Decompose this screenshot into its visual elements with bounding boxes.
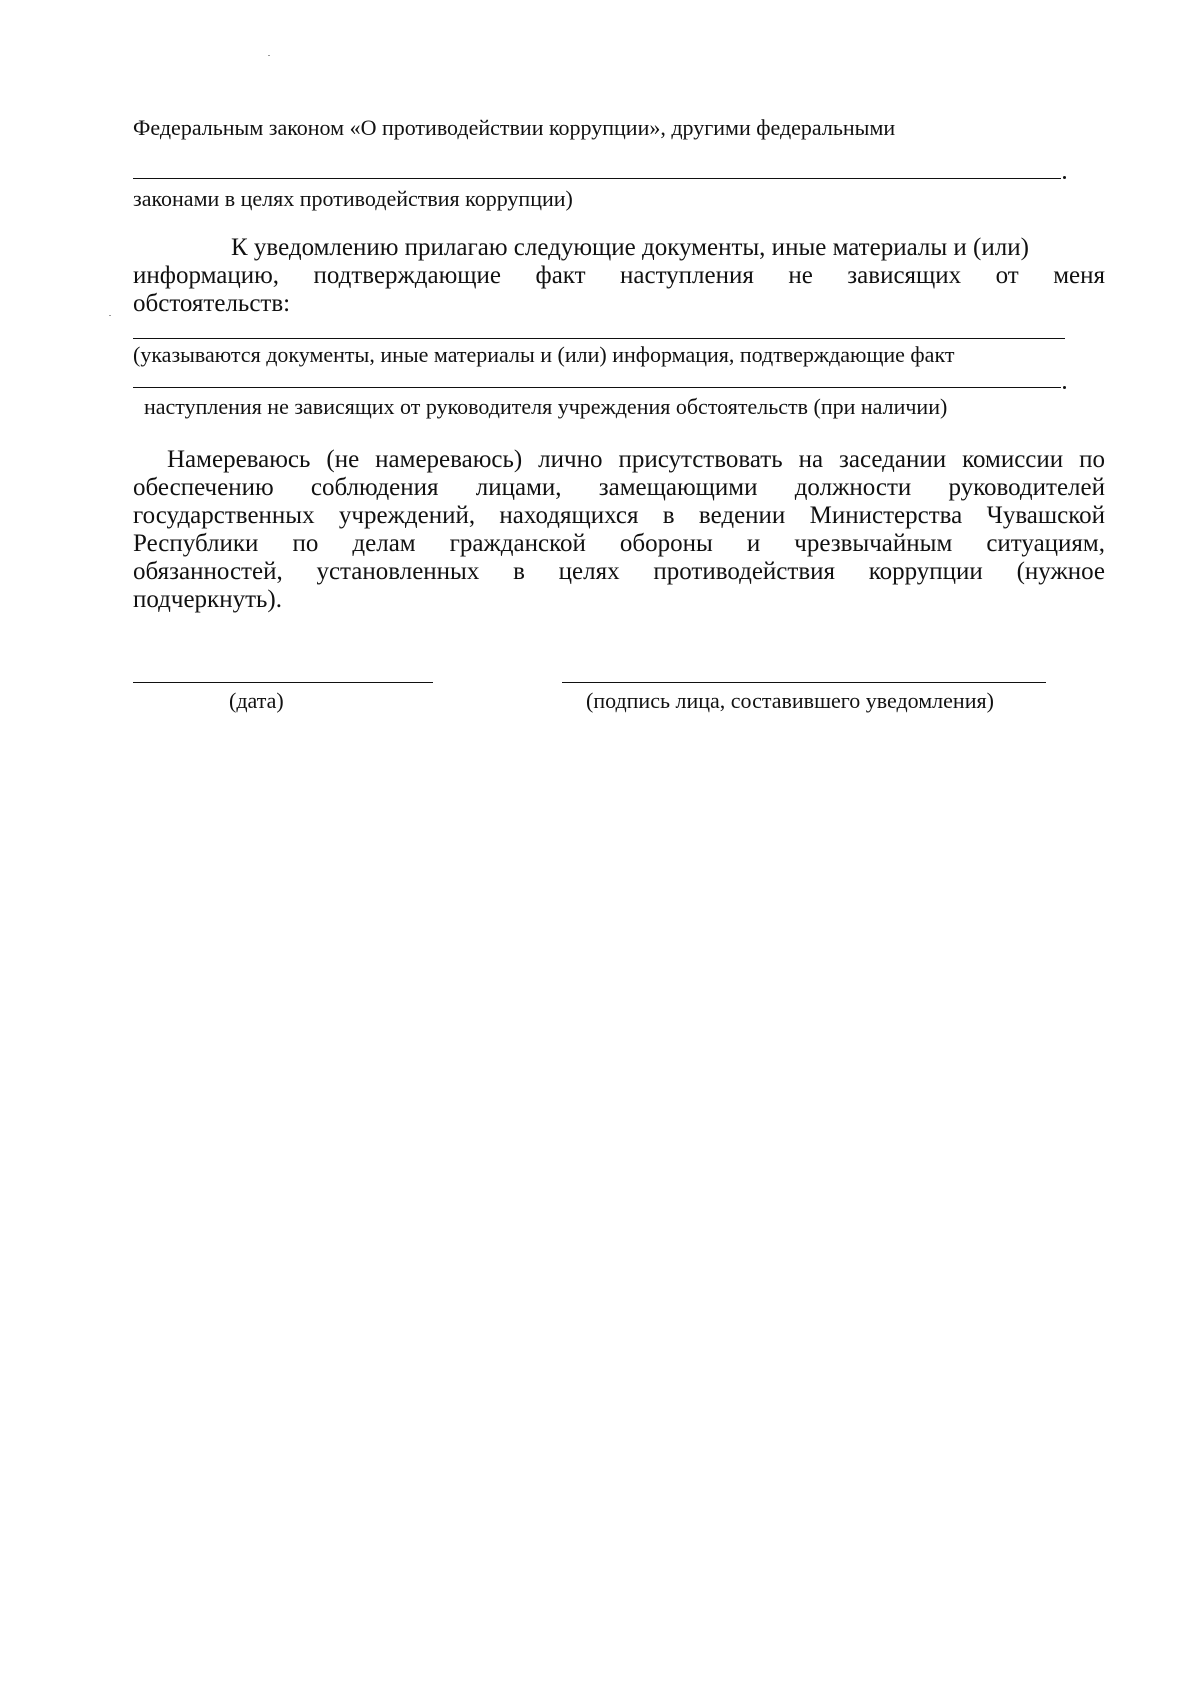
top-fill-line — [133, 178, 1061, 179]
intent-line-4: Республики по делам гражданской обороны и чрезвычайным ситуациям, — [133, 530, 1105, 557]
top-caption: законами в целях противодействия коррупции) — [133, 186, 573, 211]
signature-fill-line — [562, 682, 1046, 683]
scan-speck — [268, 55, 270, 56]
docs-caption-1: (указываются документы, иные материалы и (или) информация, подтверждающие факт — [133, 342, 955, 367]
top-fill-line-period — [1063, 176, 1066, 179]
docs-fill-line-2-period — [1063, 386, 1066, 389]
intent-line-6: подчеркнуть). — [133, 586, 282, 613]
intent-line-1: Намереваюсь (не намереваюсь) лично присутствовать на заседании комиссии по — [167, 446, 1105, 473]
attach-line-2: информацию, подтверждающие факт наступления не зависящих от меня — [133, 262, 1105, 289]
intent-line-3: государственных учреждений, находящихся в ведении Министерства Чувашской — [133, 502, 1105, 529]
attach-line-3: обстоятельств: — [133, 290, 291, 317]
docs-fill-line-1 — [133, 338, 1065, 339]
attach-line-1: К уведомлению прилагаю следующие документы, иные материалы и (или) — [231, 234, 1029, 261]
docs-fill-line-2 — [133, 387, 1061, 388]
intent-line-2: обеспечению соблюдения лицами, замещающими должности руководителей — [133, 474, 1105, 501]
intent-line-5: обязанностей, установленных в целях противодействия коррупции (нужное — [133, 558, 1105, 585]
top-line-text: Федеральным законом «О противодействии коррупции», другими федеральными — [133, 115, 896, 140]
docs-caption-2: наступления не зависящих от руководителя учреждения обстоятельств (при наличии) — [144, 394, 948, 419]
date-fill-line — [133, 682, 433, 683]
date-label: (дата) — [229, 688, 284, 713]
scan-speck — [109, 315, 111, 316]
signature-label: (подпись лица, составившего уведомления) — [586, 688, 994, 713]
